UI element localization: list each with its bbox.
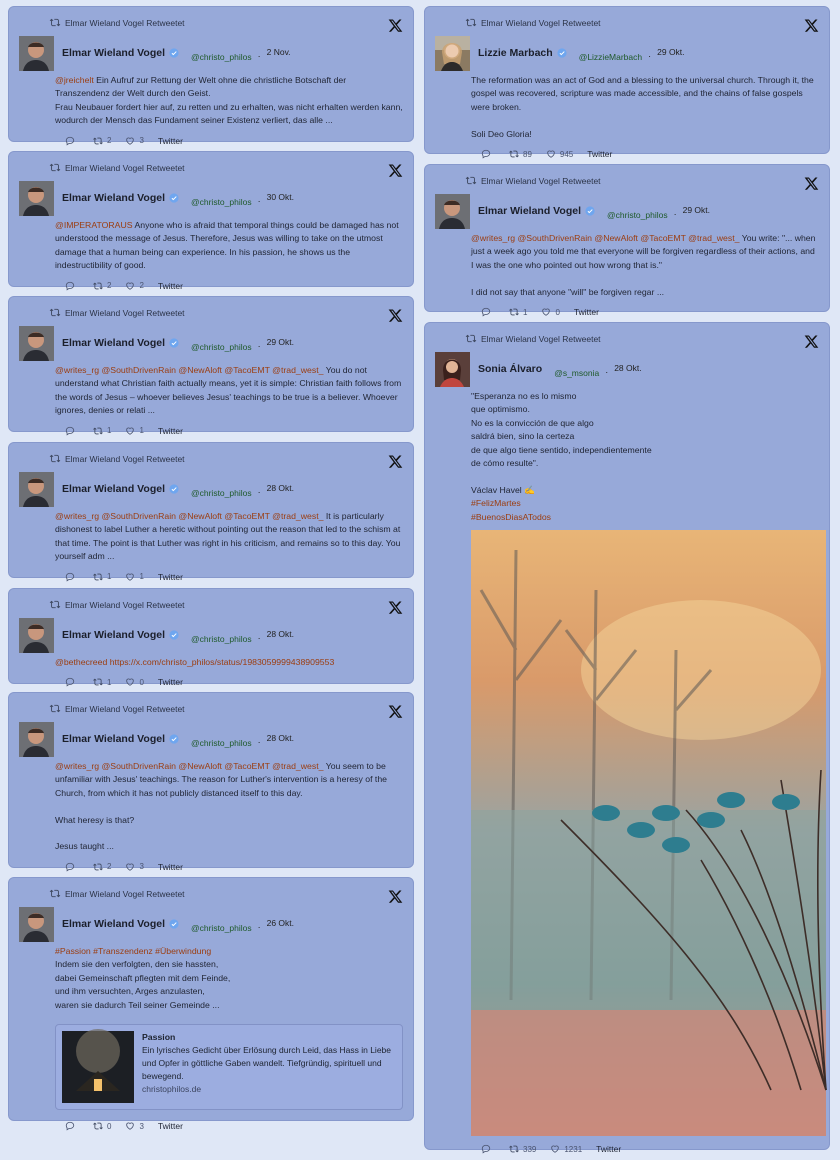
author-name[interactable]: Elmar Wieland Vogel — [62, 733, 165, 745]
retweet-icon — [509, 149, 519, 159]
reply-button[interactable] — [65, 426, 79, 436]
retweet-icon — [49, 599, 61, 610]
author-name[interactable]: Elmar Wieland Vogel — [62, 483, 165, 495]
retweet-icon — [49, 888, 61, 899]
author-handle[interactable]: @christo_philos — [191, 923, 252, 933]
author-handle[interactable]: @christo_philos — [191, 342, 252, 352]
avatar[interactable] — [435, 194, 470, 229]
twitter-link[interactable]: Twitter — [157, 677, 183, 688]
avatar[interactable] — [19, 181, 54, 216]
author-name[interactable]: Elmar Wieland Vogel — [62, 918, 165, 930]
author-name[interactable]: Elmar Wieland Vogel — [62, 337, 165, 349]
tweet-actions — [65, 1119, 403, 1133]
tweet-actions — [65, 570, 403, 584]
tweet-actions — [481, 147, 819, 161]
like-button[interactable]: 1 — [125, 572, 143, 582]
twitter-link[interactable]: Twitter — [157, 571, 183, 582]
retweet-header: Elmar Wieland Vogel Retweetet — [19, 887, 403, 901]
verified-icon — [169, 919, 179, 929]
link-preview-card[interactable] — [55, 1024, 403, 1110]
tweet-text — [55, 656, 403, 669]
verified-icon — [169, 193, 179, 203]
tweet-date[interactable]: 26 Okt. — [266, 918, 295, 928]
retweet-button[interactable]: 2 — [93, 136, 111, 146]
retweet-icon — [49, 307, 61, 318]
tweet-date[interactable]: 29 Okt. — [682, 205, 711, 215]
twitter-link[interactable]: Twitter — [157, 425, 183, 436]
reply-icon — [65, 677, 75, 687]
retweet-icon — [93, 572, 103, 582]
retweet-icon — [93, 426, 103, 436]
x-logo-icon[interactable] — [804, 334, 819, 349]
tweet-text: @writes_rg @SouthDrivenRain @NewAloft @TacoEMT @trad_west_ You do not understand what Christian faith actually means, yet it is simple: Christian faith follows from the words of Jesus – whoever believes Jesus' teachings to be true is a believer. Whoever ignores, denies or relati ... — [55, 365, 404, 416]
verified-icon — [585, 206, 595, 216]
retweet-button[interactable]: 1 — [93, 426, 111, 436]
tweet-card[interactable]: Elmar Wieland Vogel Retweetet Elmar Wieland Vogel @christo_philos · 26 Okt. #Passion #Transzendenz #Überwindung Indem sie den verfolgten, den sie hassten, dabei Gemeinschaft pflegten mit dem Feinde, und ihm versuchten, Arges anzulasten, waren sie dadurch Teil seiner Gemeinde ... Passion Ein lyrisches Gedicht über Erlösung durch Leid, das Hass in Liebe und Opfer in göttliche Gaben wandelt. Tiefgründig, spirituell und bewegend. christophilos.de 0 3 Twitter — [8, 877, 414, 1121]
tweet-text: #Passion #Transzendenz #Überwindung Indem sie den verfolgten, den sie hassten, dabei Gemeinschaft pflegten mit dem Feinde, und ihm versuchten, Arges anzulasten, waren sie dadurch Teil seiner Gemeinde ... — [55, 946, 231, 1010]
author-name[interactable]: Elmar Wieland Vogel — [62, 629, 165, 641]
tweet-date[interactable]: 29 Okt. — [657, 47, 685, 57]
retweet-icon — [465, 175, 477, 186]
x-logo-icon[interactable] — [388, 308, 403, 323]
x-logo-icon[interactable] — [388, 18, 403, 33]
twitter-link[interactable]: Twitter — [157, 1121, 183, 1132]
like-icon — [541, 307, 551, 317]
like-icon — [125, 862, 135, 872]
verified-icon — [169, 48, 179, 58]
verified-icon — [557, 48, 567, 58]
tweet-text: @writes_rg @SouthDrivenRain @NewAloft @TacoEMT @trad_west_ It is particularly dishonest to label Luther a heretic without pointing out the reason that led to the schism at that time. The point is that Luther was right in his criticism, and remains so to this day. You yourself adm ... — [55, 511, 403, 562]
twitter-link[interactable]: Twitter — [157, 280, 183, 291]
mention-link[interactable]: @jreichelt — [55, 75, 94, 85]
reply-button[interactable] — [481, 307, 495, 317]
author-handle[interactable]: @s_msonia — [554, 368, 600, 378]
tweet-card[interactable]: Elmar Wieland Vogel Retweetet Elmar Wieland Vogel @christo_philos · 30 Okt. @IMPERATORAUS Anyone who is afraid that temporal things could be damaged has not understood the message of Jesus. Therefore, Jesus was willing to take on the utmost damage that a human being can experience. In his passion, he shows us the indestructibility of good. 2 2 Twitter — [8, 151, 414, 287]
retweet-icon — [49, 162, 61, 173]
retweet-header: Elmar Wieland Vogel Retweetet — [19, 161, 403, 175]
reply-button[interactable] — [65, 136, 79, 146]
retweet-icon — [93, 281, 103, 291]
reply-button[interactable] — [65, 281, 79, 291]
mention-link[interactable]: @writes_rg @SouthDrivenRain @NewAloft @TacoEMT @trad_west_ — [471, 233, 740, 243]
like-icon — [125, 1121, 135, 1131]
tweet-date[interactable]: 28 Okt. — [266, 629, 295, 639]
tweet-actions — [481, 305, 819, 319]
like-button[interactable]: 3 — [125, 862, 143, 872]
retweet-header: Elmar Wieland Vogel Retweetet — [435, 174, 819, 188]
twitter-link[interactable]: Twitter — [587, 149, 613, 160]
like-button[interactable]: 1 — [125, 426, 143, 436]
reply-icon — [65, 136, 75, 146]
twitter-link[interactable]: Twitter — [596, 1144, 622, 1155]
tweet-actions — [65, 424, 403, 438]
link-domain: christophilos.de — [142, 1084, 202, 1095]
tweet-card[interactable]: Elmar Wieland Vogel Retweetet Elmar Wieland Vogel @christo_philos · 29 Okt. @writes_rg @SouthDrivenRain @NewAloft @TacoEMT @trad_west_ You do not understand what Christian faith actually means, yet it is simple: Christian faith follows from the words of Jesus – whoever believes Jesus' teachings to be true is a believer. Whoever ignores, denies or relati ... 1 1 Twitter — [8, 296, 414, 432]
retweet-icon — [93, 677, 103, 687]
avatar[interactable] — [19, 618, 54, 653]
link-description: Ein lyrisches Gedicht über Erlösung durch Leid, das Hass in Liebe und Opfer in göttliche Gaben wandelt. Tiefgründig, spirituell und bewegend. — [142, 1045, 391, 1082]
tweet-text: The reformation was an act of God and a blessing to the universal church. Through it, the gospel was recovered, scripture was made accessible, and the chains of false gospels were broken. Soli Deo Gloria! — [471, 75, 814, 139]
like-icon — [125, 572, 135, 582]
like-icon — [125, 281, 135, 291]
avatar[interactable] — [19, 326, 54, 361]
tweet-date[interactable]: 30 Okt. — [266, 192, 295, 202]
retweet-icon — [509, 1144, 519, 1154]
mention-link[interactable]: @bethecreed https://x.com/christo_philos/status/1983059999438909553 — [55, 657, 335, 667]
reply-button[interactable] — [65, 677, 79, 687]
tweet-date[interactable]: 29 Okt. — [266, 337, 295, 347]
retweet-icon — [49, 453, 61, 464]
retweet-header: Elmar Wieland Vogel Retweetet — [19, 598, 403, 612]
tweet-date[interactable]: 28 Okt. — [266, 483, 295, 493]
tweet-text: @jreichelt Ein Aufruf zur Rettung der Welt ohne die christliche Botschaft der Transzendenz der Welt durch den Geist. Frau Neubauer fordert hier auf, zu retten und zu erhalten, was nicht erhalten werden kann, wodurch der Mensch das Fundament seiner Existenz verliert, das alle ... — [55, 75, 403, 126]
avatar[interactable] — [435, 36, 470, 71]
avatar[interactable] — [19, 722, 54, 757]
retweet-icon — [49, 703, 61, 714]
hashtag-link[interactable]: #FelizMartes #BuenosDiasATodos — [471, 498, 552, 522]
like-button[interactable]: 3 — [125, 136, 143, 146]
twitter-link[interactable]: Twitter — [573, 307, 599, 318]
x-logo-icon[interactable] — [388, 600, 403, 615]
tweet-card[interactable]: Elmar Wieland Vogel Retweetet Sonia Álvaro @s_msonia · 28 Okt. "Esperanza no es lo mismo que optimismo. No es la convicción de que algo saldrá bien, sino la certeza de que algo tiene sentido, independientemente de cómo resulte". Václav Havel ✍️ #FelizMartes #BuenosDiasATodos 339 1231 Twitter — [424, 322, 830, 1150]
like-icon — [125, 677, 135, 687]
reply-icon — [65, 862, 75, 872]
reply-button[interactable] — [65, 862, 79, 872]
author-name[interactable]: Sonia Álvaro — [478, 363, 543, 375]
retweet-icon — [93, 1121, 103, 1131]
retweet-header: Elmar Wieland Vogel Retweetet — [435, 16, 819, 30]
tweet-actions — [65, 134, 403, 148]
link-preview-image — [62, 1031, 134, 1103]
retweet-icon — [465, 17, 477, 28]
like-button[interactable]: 2 — [125, 281, 143, 291]
tweet-photo[interactable] — [471, 530, 826, 1136]
tweet-date[interactable]: 28 Okt. — [266, 733, 295, 743]
reply-button[interactable] — [65, 1121, 79, 1131]
retweet-button[interactable]: 1 — [93, 677, 111, 687]
tweet-date[interactable]: 2 Nov. — [266, 47, 291, 57]
like-icon — [125, 426, 135, 436]
retweet-header: Elmar Wieland Vogel Retweetet — [19, 16, 403, 30]
like-button[interactable]: 0 — [541, 307, 559, 317]
verified-icon — [169, 630, 179, 640]
reply-button[interactable] — [481, 149, 495, 159]
retweet-header: Elmar Wieland Vogel Retweetet — [19, 702, 403, 716]
author-name[interactable]: Elmar Wieland Vogel — [478, 205, 581, 217]
reply-icon — [65, 281, 75, 291]
retweet-button[interactable]: 339 — [509, 1144, 536, 1154]
author-handle[interactable]: @christo_philos — [607, 210, 668, 220]
author-name[interactable]: Lizzie Marbach — [478, 47, 553, 59]
like-icon — [546, 149, 556, 159]
avatar[interactable] — [19, 36, 54, 71]
mention-link[interactable]: @writes_rg @SouthDrivenRain @NewAloft @TacoEMT @trad_west_ — [55, 365, 324, 375]
author-handle[interactable]: @christo_philos — [191, 488, 252, 498]
reply-icon — [65, 1121, 75, 1131]
mention-link[interactable]: @writes_rg @SouthDrivenRain @NewAloft @TacoEMT @trad_west_ — [55, 761, 324, 771]
retweet-button[interactable]: 1 — [509, 307, 527, 317]
tweet-date[interactable]: 28 Okt. — [614, 363, 642, 373]
reply-icon — [65, 572, 75, 582]
reply-icon — [481, 149, 491, 159]
retweet-button[interactable]: 2 — [93, 281, 111, 291]
author-handle[interactable]: @christo_philos — [191, 738, 252, 748]
x-logo-icon[interactable] — [388, 704, 403, 719]
tweet-card[interactable]: Elmar Wieland Vogel Retweetet Elmar Wieland Vogel @christo_philos · 28 Okt. @writes_rg @SouthDrivenRain @NewAloft @TacoEMT @trad_west_ You seem to be unfamiliar with Jesus' teachings. The reason for Luther's intervention is a heresy of the Church, from which it has not publicly distanced itself to this day. What heresy is that? Jesus taught ... 2 3 Twitter — [8, 692, 414, 868]
verified-icon — [169, 338, 179, 348]
retweet-icon — [465, 333, 477, 344]
like-button[interactable]: 0 — [125, 677, 143, 687]
author-handle[interactable]: @christo_philos — [191, 52, 252, 62]
like-button[interactable]: 3 — [125, 1121, 143, 1131]
avatar[interactable] — [435, 352, 470, 387]
mention-link[interactable]: @writes_rg @SouthDrivenRain @NewAloft @TacoEMT @trad_west_ — [55, 511, 324, 521]
verified-icon — [169, 734, 179, 744]
author-name[interactable]: Elmar Wieland Vogel — [62, 47, 165, 59]
author-handle[interactable]: @christo_philos — [191, 634, 252, 644]
retweet-header: Elmar Wieland Vogel Retweetet — [19, 306, 403, 320]
tweet-text: @writes_rg @SouthDrivenRain @NewAloft @TacoEMT @trad_west_ You write: "... when just a week ago you told me that everyone will be forgiven regardless of their actions, and I was the one who pointed out how wrong that is." I did not say that anyone "will" be forgiven regar ... — [471, 233, 816, 297]
tweet-actions — [65, 279, 403, 293]
retweet-header: Elmar Wieland Vogel Retweetet — [435, 332, 819, 346]
tweet-card[interactable]: Elmar Wieland Vogel Retweetet Elmar Wieland Vogel @christo_philos · 28 Okt. @bethecreed https://x.com/christo_philos/status/1983059999438909553 1 0 Twitter — [8, 588, 414, 684]
x-logo-icon[interactable] — [804, 176, 819, 191]
like-button[interactable]: 945 — [546, 149, 573, 159]
verified-icon — [169, 484, 179, 494]
retweet-icon — [93, 136, 103, 146]
retweet-button[interactable]: 89 — [509, 149, 532, 159]
tweet-card[interactable]: Elmar Wieland Vogel Retweetet Elmar Wieland Vogel @christo_philos · 29 Okt. @writes_rg @SouthDrivenRain @NewAloft @TacoEMT @trad_west_ You write: "... when just a week ago you told me that everyone will be forgiven regardless of their actions, and I was the one who pointed out how wrong that is." I did not say that anyone "will" be forgiven regar ... 1 0 Twitter — [424, 164, 830, 312]
retweet-button[interactable]: 1 — [93, 572, 111, 582]
avatar[interactable] — [19, 472, 54, 507]
twitter-link[interactable]: Twitter — [157, 861, 183, 872]
author-handle[interactable]: @christo_philos — [191, 197, 252, 207]
like-button[interactable]: 1231 — [550, 1144, 582, 1154]
retweet-header: Elmar Wieland Vogel Retweetet — [19, 452, 403, 466]
reply-icon — [65, 426, 75, 436]
tweet-text: "Esperanza no es lo mismo que optimismo. No es la convicción de que algo saldrá bien, sino la certeza de que algo tiene sentido, independientemente de cómo resulte". Václav Havel ✍️ — [471, 391, 652, 495]
retweet-icon — [93, 862, 103, 872]
tweet-card[interactable]: Elmar Wieland Vogel Retweetet Elmar Wieland Vogel @christo_philos · 2 Nov. @jreichelt Ein Aufruf zur Rettung der Welt ohne die christliche Botschaft der Transzendenz der Welt durch den Geist. Frau Neubauer fordert hier auf, zu retten und zu erhalten, was nicht erhalten werden kann, wodurch der Mensch das Fundament seiner Existenz verliert, das alle ... 2 3 Twitter — [8, 6, 414, 142]
tweet-card[interactable]: Elmar Wieland Vogel Retweetet Elmar Wieland Vogel @christo_philos · 28 Okt. @writes_rg @SouthDrivenRain @NewAloft @TacoEMT @trad_west_ It is particularly dishonest to label Luther a heretic without pointing out the reason that led to the schism at that time. The point is that Luther was right in his criticism, and remains so to this day. You yourself adm ... 1 1 Twitter — [8, 442, 414, 578]
retweet-button[interactable]: 0 — [93, 1121, 111, 1131]
tweet-text: @IMPERATORAUS Anyone who is afraid that temporal things could be damaged has not understood the message of Jesus. Therefore, Jesus was willing to take on the utmost damage that a human being can experience. In his passion, he shows us the indestructibility of good. — [55, 220, 402, 271]
link-title: Passion — [142, 1032, 176, 1043]
hashtag-link[interactable]: #Passion #Transzendenz #Überwindung — [55, 946, 212, 956]
tweet-actions — [481, 1142, 819, 1156]
like-icon — [125, 136, 135, 146]
tweet-actions — [65, 860, 403, 874]
x-logo-icon[interactable] — [388, 454, 403, 469]
reply-button[interactable] — [65, 572, 79, 582]
retweet-icon — [49, 17, 61, 28]
retweet-icon — [509, 307, 519, 317]
author-handle[interactable]: @LizzieMarbach — [578, 52, 643, 62]
tweet-text: @writes_rg @SouthDrivenRain @NewAloft @TacoEMT @trad_west_ You seem to be unfamiliar with Jesus' teachings. The reason for Luther's intervention is a heresy of the Church, from which it has not publicly distanced itself to this day. What heresy is that? Jesus taught ... — [55, 761, 388, 852]
reply-button[interactable] — [481, 1144, 495, 1154]
retweet-button[interactable]: 2 — [93, 862, 111, 872]
twitter-link[interactable]: Twitter — [157, 135, 183, 146]
tweet-card[interactable]: Elmar Wieland Vogel Retweetet Lizzie Marbach @LizzieMarbach · 29 Okt. The reformation was an act of God and a blessing to the universal church. Through it, the gospel was recovered, scripture was made accessible, and the chains of false gospels were broken. Soli Deo Gloria! 89 945 Twitter — [424, 6, 830, 154]
like-icon — [550, 1144, 560, 1154]
x-logo-icon[interactable] — [388, 889, 403, 904]
x-logo-icon[interactable] — [388, 163, 403, 178]
reply-icon — [481, 1144, 491, 1154]
reply-icon — [481, 307, 491, 317]
avatar[interactable] — [19, 907, 54, 942]
mention-link[interactable]: @IMPERATORAUS — [55, 220, 133, 230]
tweet-actions — [65, 675, 403, 689]
author-name[interactable]: Elmar Wieland Vogel — [62, 192, 165, 204]
